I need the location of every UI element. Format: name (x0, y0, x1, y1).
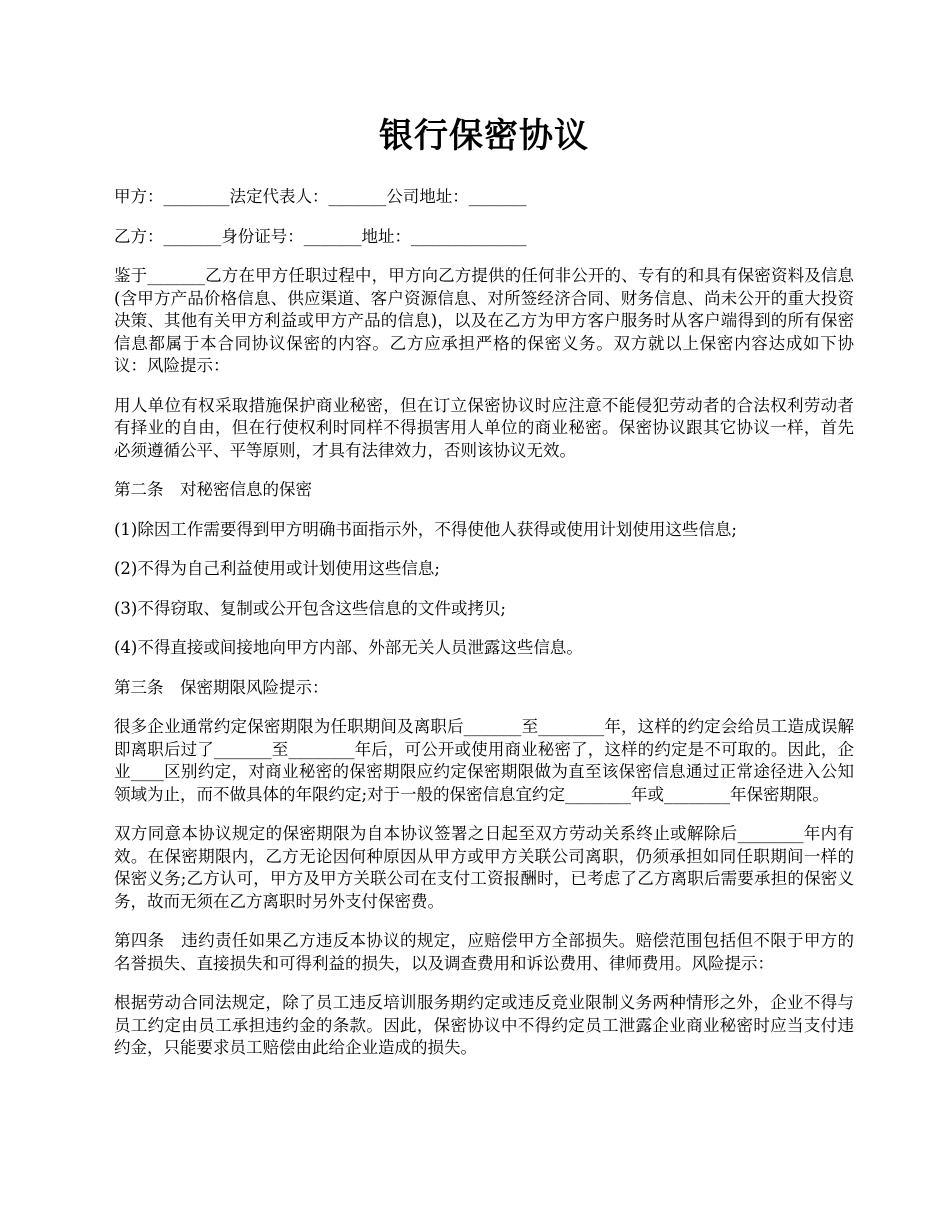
party-b-line: 乙方：_______身份证号：_______地址：______________ (114, 226, 527, 246)
party-a-line: 甲方：________法定代表人：_______公司地址：_______ (114, 187, 527, 206)
article-2-heading: 第二条 对秘密信息的保密 (114, 480, 312, 499)
preamble-paragraph: 鉴于_______乙方在甲方任职过程中，甲方向乙方提供的任何非公开的、专有的和具有保密资料及信息(含甲方产品价格信息、供应渠道、客户资源信息、对所签经济合同、财务信息、尚未公开的重大投资决策、其他有关甲方利益或甲方产品的信息)，以及在乙方为甲方客户服务时从客户端得到的所有保密信息都属于本合同协议保密的内容。乙方应承担严格的保密义务。双方就以上保密内容达成如下协议：风险提示： (114, 266, 854, 375)
labor-law-note: 根据劳动合同法规定，除了员工违反培训服务期约定或违反竞业限制义务两种情形之外，企业不得与员工约定由员工承担违约金的条款。因此，保密协议中不得约定员工泄露企业商业秘密时应当支付违约金，只能要求员工赔偿由此给企业造成的损失。 (114, 993, 854, 1057)
article-4-paragraph: 第四条 违约责任如果乙方违反本协议的规定，应赔偿甲方全部损失。赔偿范围包括但不限于甲方的名誉损失、直接损失和可得利益的损失，以及调查费用和诉讼费用、律师费用。风险提示： (114, 931, 854, 973)
clause-4: (4)不得直接或间接地向甲方内部、外部无关人员泄露这些信息。 (114, 638, 583, 657)
confidentiality-period-note: 很多企业通常约定保密期限为任职期间及离职后_______至________年，这样的约定会给员工造成误解即离职后过了_______至________年后，可公开或使用商业秘密了，这样的约定是不可取的。因此，企业____区别约定，对商业秘密的保密期限应约定保密期限做为直至该保密信息通过正常途径进入公知领域为止，而不做具体的年限约定;对于一般的保密信息宜约定________年或________年保密期限。 (114, 717, 854, 804)
document-page (114, 112, 854, 1077)
risk-note-paragraph: 用人单位有权采取措施保护商业秘密，但在订立保密协议时应注意不能侵犯劳动者的合法权利劳动者有择业的自由，但在行使权利时同样不得损害用人单位的商业秘密。保密协议跟其它协议一样，首先必须遵循公平、平等原则，才具有法律效力，否则该协议无效。 (114, 395, 854, 460)
confidentiality-period-agreement: 双方同意本协议规定的保密期限为自本协议签署之日起至双方劳动关系终止或解除后________年内有效。在保密期限内，乙方无论因何种原因从甲方或甲方关联公司离职，仍须承担如同任职期间一样的保密义务;乙方认可，甲方及甲方关联公司在支付工资报酬时，已考虑了乙方离职后需要承担的保密义务，故而无须在乙方离职时另外支付保密费。 (114, 824, 854, 911)
article-3-heading: 第三条 保密期限风险提示： (114, 677, 329, 697)
clause-1: (1)除因工作需要得到甲方明确书面指示外，不得使他人获得或使用计划使用这些信息; (114, 519, 737, 539)
document-title: 银行保密协议 (379, 116, 589, 156)
clause-2: (2)不得为自己利益使用或计划使用这些信息; (114, 559, 440, 578)
clause-3: (3)不得窃取、复制或公开包含这些信息的文件或拷贝; (114, 598, 506, 618)
